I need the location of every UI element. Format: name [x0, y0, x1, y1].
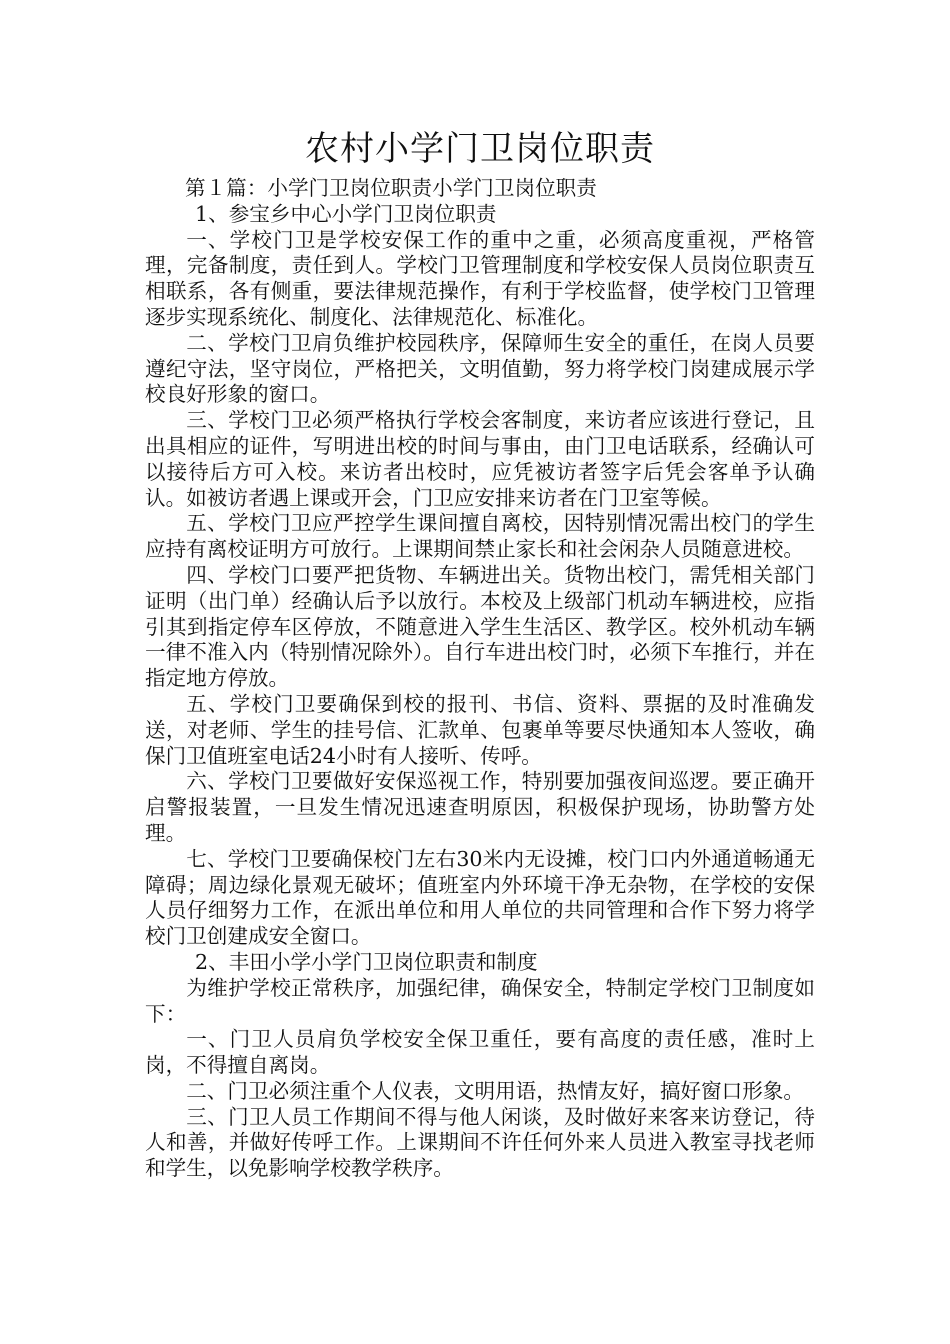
section-heading-2: 2、丰田小学小学门卫岗位职责和制度 [195, 949, 538, 974]
body-paragraph: 一、学校门卫是学校安保工作的重中之重，必须高度重视，严格管理，完备制度，责任到人。学校门卫管理制度和学校安保人员岗位职责互相联系，各有侧重，要法律规范操作，有利于学校监督，使学校门卫管理逐步实现系统化、制度化、法律规范化、标准化。 [145, 227, 815, 329]
body-paragraph: 七、学校门卫要确保校门左右30米内无设摊，校门口内外通道畅通无障碍；周边绿化景观无破坏；值班室内外环境干净无杂物，在学校的安保人员仔细努力工作，在派出单位和用人单位的共同管理和合作下努力将学校门卫创建成安全窗口。 [145, 846, 815, 949]
body-paragraph: 六、学校门卫要做好安保巡视工作，特别要加强夜间巡逻。要正确开启警报装置，一旦发生情况迅速查明原因，积极保护现场，协助警方处理。 [145, 769, 815, 845]
body-paragraph: 四、学校门口要严把货物、车辆进出关。货物出校门，需凭相关部门证明（出门单）经确认后予以放行。本校及上级部门机动车辆进校，应指引其到指定停车区停放，不随意进入学生生活区、教学区。校外机动车辆一律不准入内（特别情况除外）。自行车进出校门时，必须下车推行，并在指定地方停放。 [145, 562, 815, 691]
document-page [145, 124, 815, 1182]
chapter-heading: 第１篇：小学门卫岗位职责小学门卫岗位职责 [185, 176, 597, 200]
body-paragraph: 二、学校门卫肩负维护校园秩序，保障师生安全的重任，在岗人员要遵纪守法，坚守岗位，严格把关，文明值勤，努力将学校门岗建成展示学校良好形象的窗口。 [145, 330, 815, 407]
body-paragraph: 五、学校门卫要确保到校的报刊、书信、资料、票据的及时准确发送，对老师、学生的挂号信、汇款单、包裹单等要尽快通知本人签收，确保门卫值班室电话24小时有人接听、传呼。 [145, 691, 815, 768]
document-title: 农村小学门卫岗位职责 [305, 129, 655, 169]
body-paragraph: 一、门卫人员肩负学校安全保卫重任，要有高度的责任感，准时上岗，不得擅自离岗。 [145, 1027, 815, 1078]
body-paragraph: 五、学校门卫应严控学生课间擅自离校，因特别情况需出校门的学生应持有离校证明方可放行。上课期间禁止家长和社会闲杂人员随意进校。 [145, 511, 815, 562]
body-paragraph: 三、门卫人员工作期间不得与他人闲谈，及时做好来客来访登记，待人和善，并做好传呼工作。上课期间不许任何外来人员进入教室寻找老师和学生，以免影响学校教学秩序。 [145, 1104, 815, 1181]
body-paragraph: 二、门卫必须注重个人仪表，文明用语，热情友好，搞好窗口形象。 [186, 1078, 804, 1103]
section-heading-1: 1、参宝乡中心小学门卫岗位职责 [195, 201, 497, 226]
body-paragraph: 三、学校门卫必须严格执行学校会客制度，来访者应该进行登记，且出具相应的证件，写明进出校的时间与事由，由门卫电话联系，经确认可以接待后方可入校。来访者出校时，应凭被访者签字后凭会客单予认确认。如被访者遇上课或开会，门卫应安排来访者在门卫室等候。 [145, 408, 815, 510]
body-paragraph: 为维护学校正常秩序，加强纪律，确保安全，特制定学校门卫制度如下： [145, 975, 815, 1026]
